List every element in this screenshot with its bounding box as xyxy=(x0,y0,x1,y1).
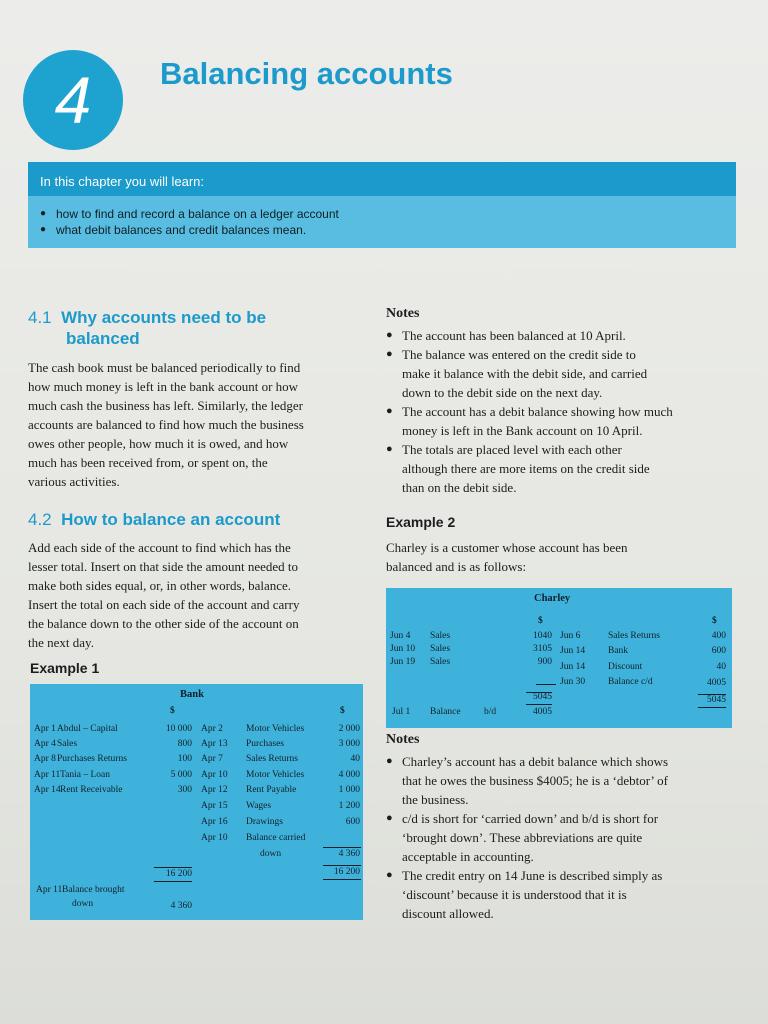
notes-title: Notes xyxy=(386,732,420,747)
account-name: Charley xyxy=(534,593,571,604)
learn-item: ● what debit balances and credit balances mean. xyxy=(40,222,736,238)
credit-total: 5045 xyxy=(707,695,726,705)
chapter-number-badge: 4 xyxy=(23,50,123,150)
learn-item: ● how to find and record a balance on a ledger account xyxy=(40,206,736,222)
section-heading-4-2: 4.2 How to balance an account xyxy=(28,510,281,529)
debit-total: 16 200 xyxy=(165,869,192,879)
section-4-2-text: Add each side of the account to find which has the lesser total. Insert on that side the amount needed to make both sides equal, or, in other words, balance. Insert the total on each side of the account and carry the balance down to the other side of the account on the next day. xyxy=(28,540,300,650)
note-item: ● The credit entry on 14 June is described simply as ‘discount’ because it is understood that it is discount allowed. xyxy=(386,866,746,923)
note-item: ● The account has been balanced at 10 April. xyxy=(386,326,746,345)
example-2-title: Example 2 xyxy=(386,514,456,530)
section-4-1-text: The cash book must be balanced periodically to find how much money is left in the bank account or how much cash the business has left. Similarly, the ledger accounts are balanced to find how much the business owes other people, how much it is owed, and how much has been received from, or spent on, the various activities. xyxy=(28,360,304,489)
ledger-entry-date: Apr 1 xyxy=(34,724,56,734)
charley-ledger-account: Charley $ $ Jun 4 Sales 1040 Jun 10 Sales 3105 Jun 19 Sales 900 Jun 6 Sales Returns 400 Jun 14 Bank 600 Jun 14 Discount 40 Jun 30 Balance c/d 4005 5045 5045 Jul 1 Balance b/d 4005 xyxy=(386,588,732,728)
debit-total: 5045 xyxy=(533,692,552,702)
bank-ledger-account: Bank $ $ Apr 1 Abdul – Capital 10 000 Apr 4 Sales 800 Apr 8 Purchases Returns 100 Apr 11 Tania – Loan 5 000 Apr 14 Rent Receivable 300 Apr 2 Motor Vehicles 2 000 Apr 13 Purchases 3 000 Apr 7 Sales Returns 40 Apr 10 Motor Vehicles 4 000 Apr 12 Rent Payable 1 000 Apr 15 Wages 1 200 Apr 16 Drawings 600 Apr 10 Balance carried down 4 360 16 200 16 200 Apr 11 Balance brought down 4 360 xyxy=(30,684,363,920)
chapter-title: Balancing accounts xyxy=(160,56,453,91)
notes-title: Notes xyxy=(386,306,420,321)
note-item: ● The account has a debit balance showing how much money is left in the Bank account on 10 April. xyxy=(386,402,746,440)
notes-list xyxy=(386,326,746,497)
note-item: ● The balance was entered on the credit side to make it balance with the debit side, and carried down to the debit side on the next day. xyxy=(386,345,746,402)
learn-box xyxy=(28,196,736,248)
learn-box-heading: In this chapter you will learn: xyxy=(28,162,736,196)
note-item: ● The totals are placed level with each other although there are more items on the credit side than on the debit side. xyxy=(386,440,746,497)
note-item: ● Charley’s account has a debit balance which shows that he owes the business $4005; he is a ‘debtor’ of the business. xyxy=(386,752,746,809)
example-1-title: Example 1 xyxy=(30,660,100,676)
account-name: Bank xyxy=(180,689,204,700)
note-item: ● c/d is short for ‘carried down’ and b/d is short for ‘brought down’. These abbreviations are quite acceptable in accounting. xyxy=(386,809,746,866)
section-heading-4-1: 4.1 Why accounts need to be balanced xyxy=(28,308,267,348)
notes-list xyxy=(386,752,746,923)
credit-total: 16 200 xyxy=(333,867,360,877)
example-2-text: Charley is a customer whose account has been balanced and is as follows: xyxy=(386,540,628,574)
